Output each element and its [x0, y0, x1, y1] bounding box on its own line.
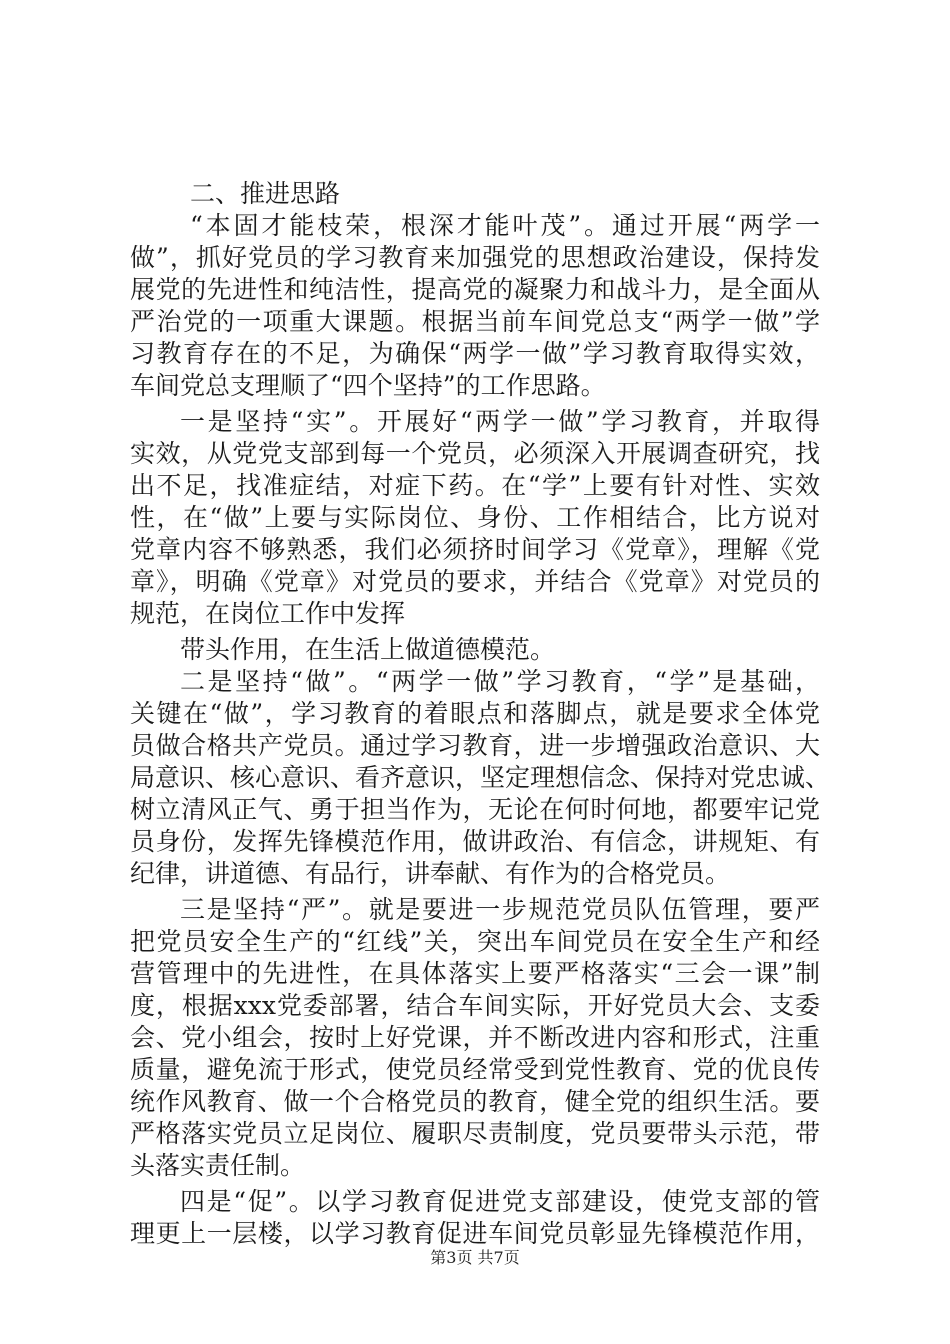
- paragraph-line: 统作风教育、做一个合格党员的教育，健全党的组织生活。要: [130, 1087, 820, 1116]
- paragraph-line: 把党员安全生产的“红线”关，突出车间党员在安全生产和经: [130, 927, 820, 956]
- paragraph-line: 员做合格共产党员。通过学习教育，进一步增强政治意识、大: [130, 731, 820, 760]
- paragraph-line: 做”，抓好党员的学习教育来加强党的思想政治建设，保持发: [130, 243, 820, 272]
- paragraph-line: 一是坚持“实”。开展好“两学一做”学习教育，并取得: [180, 407, 820, 436]
- paragraph-line: 头落实责任制。: [130, 1151, 306, 1180]
- paragraph-line: 树立清风正气、勇于担当作为，无论在何时何地，都要牢记党: [130, 795, 820, 824]
- paragraph-line: 三是坚持“严”。就是要进一步规范党员队伍管理，要严: [180, 895, 820, 924]
- paragraph-line: 二、推进思路: [190, 179, 341, 208]
- paragraph-line: 出不足，找准症结，对症下药。在“学”上要有针对性、实效: [130, 471, 820, 500]
- paragraph-line: 会、党小组会，按时上好党课，并不断改进内容和形式，注重: [130, 1023, 820, 1052]
- paragraph-line: 章》，明确《党章》对党员的要求，并结合《党章》对党员的: [130, 567, 820, 596]
- paragraph-line: 习教育存在的不足，为确保“两学一做”学习教育取得实效，: [130, 339, 820, 368]
- page-footer: 第3页 共7页: [430, 1248, 520, 1267]
- paragraph-line: 质量，避免流于形式，使党员经常受到党性教育、党的优良传: [130, 1055, 820, 1084]
- paragraph-line: 带头作用，在生活上做道德模范。: [180, 635, 556, 664]
- paragraph-line: 车间党总支理顺了“四个坚持”的工作思路。: [130, 371, 606, 400]
- paragraph-line: 党章内容不够熟悉，我们必须挤时间学习《党章》，理解《党: [130, 535, 820, 564]
- paragraph-line: 度，根据xxx党委部署，结合车间实际，开好党员大会、支委: [130, 991, 820, 1020]
- paragraph-line: 理更上一层楼，以学习教育促进车间党员彰显先锋模范作用，: [130, 1219, 820, 1248]
- paragraph-line: 实效，从党党支部到每一个党员，必须深入开展调查研究，找: [130, 439, 820, 468]
- paragraph-line: 展党的先进性和纯洁性，提高党的凝聚力和战斗力，是全面从: [130, 275, 820, 304]
- paragraph-line: 局意识、核心意识、看齐意识，坚定理想信念、保持对党忠诚、: [130, 763, 831, 792]
- paragraph-line: 纪律，讲道德、有品行，讲奉献、有作为的合格党员。: [130, 859, 731, 888]
- paragraph-line: 严治党的一项重大课题。根据当前车间党总支“两学一做”学: [130, 307, 820, 336]
- paragraph-line: 营管理中的先进性，在具体落实上要严格落实“三会一课”制: [130, 959, 820, 988]
- paragraph-line: 严格落实党员立足岗位、履职尽责制度，党员要带头示范，带: [130, 1119, 820, 1148]
- paragraph-line: 性，在“做”上要与实际岗位、身份、工作相结合，比方说对: [130, 503, 820, 532]
- paragraph-line: 员身份，发挥先锋模范作用，做讲政治、有信念，讲规矩、有: [130, 827, 820, 856]
- paragraph-line: 规范，在岗位工作中发挥: [130, 599, 406, 628]
- paragraph-line: 关键在“做”，学习教育的着眼点和落脚点，就是要求全体党: [130, 699, 820, 728]
- paragraph-line: “本固才能枝荣，根深才能叶茂”。通过开展“两学一: [190, 211, 820, 240]
- paragraph-line: 二是坚持“做”。“两学一做”学习教育，“学”是基础，: [180, 667, 820, 696]
- paragraph-line: 四是“促”。以学习教育促进党支部建设，使党支部的管: [180, 1187, 820, 1216]
